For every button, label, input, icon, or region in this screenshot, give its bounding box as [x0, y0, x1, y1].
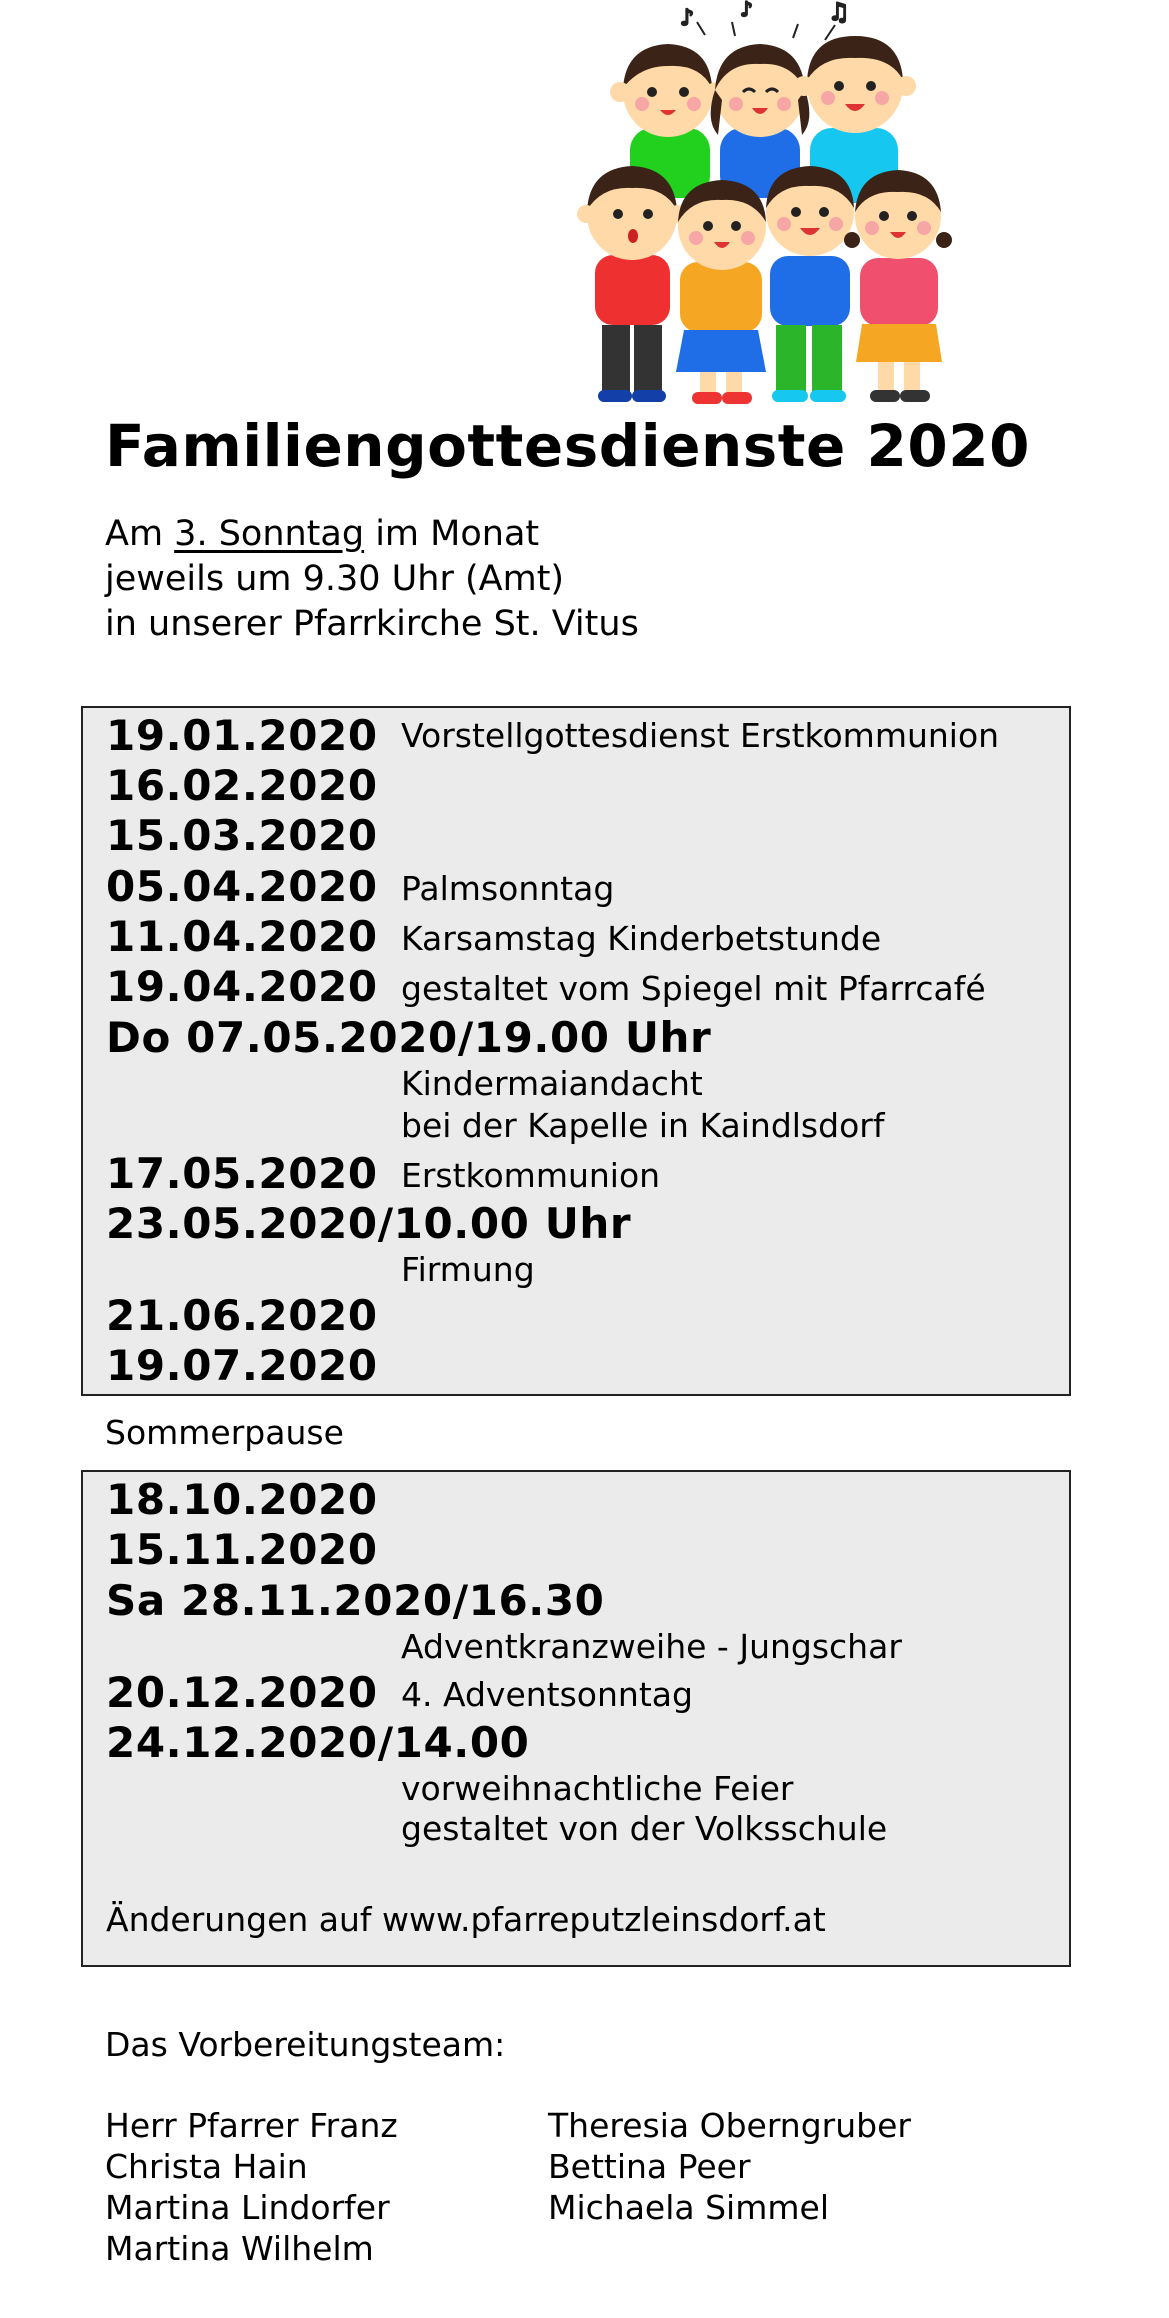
team-member: Bettina Peer [548, 2147, 751, 2186]
event-description: Vorstellgottesdienst Erstkommunion [401, 716, 1000, 755]
svg-text:♪: ♪ [740, 0, 753, 21]
event-description: Karsamstag Kinderbetstunde [401, 919, 882, 958]
schedule-row [106, 1013, 885, 1145]
summer-break-note: Sommerpause [105, 1413, 344, 1452]
schedule-row [106, 1342, 378, 1390]
schedule-row [106, 762, 378, 810]
singing-children-choir-icon [560, 0, 1000, 410]
schedule-box-second-half [81, 1470, 1071, 1967]
event-date: 23.05.2020/10.00 Uhr [106, 1199, 632, 1248]
schedule-row [106, 1668, 693, 1717]
schedule-row [106, 1292, 378, 1340]
schedule-row [106, 812, 378, 860]
intro-prefix: Am [105, 514, 175, 554]
team-member: Christa Hain [105, 2147, 308, 2186]
event-date: 19.01.2020 [106, 711, 378, 760]
event-description: Adventkranzweihe - Jungschar [401, 1627, 902, 1666]
event-date: Sa 28.11.2020/16.30 [106, 1576, 605, 1625]
event-date: 21.06.2020 [106, 1291, 378, 1340]
event-date: 24.12.2020/14.00 [106, 1718, 530, 1767]
team-column-2 [548, 2105, 911, 2228]
changes-website-note: Änderungen auf www.pfarreputzleinsdorf.at [106, 1900, 826, 1939]
team-member: Martina Wilhelm [105, 2229, 374, 2268]
schedule-box-first-half [81, 706, 1071, 1396]
schedule-row [106, 711, 1000, 760]
schedule-row [106, 1476, 378, 1524]
schedule-row [106, 862, 615, 911]
schedule-row [106, 1526, 378, 1574]
schedule-row [106, 1576, 902, 1666]
event-date: 15.03.2020 [106, 811, 378, 860]
event-description: Erstkommunion [401, 1156, 661, 1195]
schedule-row [106, 912, 882, 961]
team-column-1 [105, 2105, 398, 2269]
schedule-row [106, 1199, 632, 1289]
front-row-children [577, 166, 952, 404]
svg-text:♪: ♪ [680, 6, 695, 31]
event-description: Firmung [401, 1250, 535, 1289]
schedule-row [106, 1718, 888, 1848]
schedule-row [106, 1149, 661, 1198]
event-date: 18.10.2020 [106, 1475, 378, 1524]
svg-text:♫: ♫ [828, 0, 850, 26]
event-description: 4. Adventsonntag [401, 1675, 693, 1714]
event-date: 17.05.2020 [106, 1149, 378, 1198]
event-date: 05.04.2020 [106, 862, 378, 911]
intro-time: jeweils um 9.30 Uhr (Amt) [105, 559, 565, 599]
music-note-icon [680, 0, 850, 40]
event-date: 19.07.2020 [106, 1341, 378, 1390]
team-member: Theresia Oberngruber [548, 2106, 911, 2145]
event-description: Kindermaiandacht [401, 1064, 703, 1103]
event-description: vorweihnachtliche Feier [401, 1769, 794, 1808]
intro-text [105, 512, 639, 647]
event-description-detail: gestaltet von der Volksschule [401, 1809, 888, 1848]
event-date: Do 07.05.2020/19.00 Uhr [106, 1013, 712, 1062]
page-title: Familiengottesdienste 2020 [105, 412, 1030, 480]
event-date: 19.04.2020 [106, 962, 378, 1011]
event-date: 11.04.2020 [106, 912, 378, 961]
team-member: Michaela Simmel [548, 2188, 829, 2227]
team-member: Herr Pfarrer Franz [105, 2106, 398, 2145]
schedule-row [106, 962, 986, 1011]
event-date: 20.12.2020 [106, 1668, 378, 1717]
event-description: Palmsonntag [401, 869, 615, 908]
event-date: 15.11.2020 [106, 1525, 378, 1574]
event-description-detail: bei der Kapelle in Kaindlsdorf [401, 1106, 885, 1145]
event-date: 16.02.2020 [106, 761, 378, 810]
event-description: gestaltet vom Spiegel mit Pfarrcafé [401, 969, 986, 1008]
intro-underlined-sunday: 3. Sonntag [174, 514, 365, 554]
team-member: Martina Lindorfer [105, 2188, 390, 2227]
intro-suffix: im Monat [364, 514, 540, 554]
intro-location: in unserer Pfarrkirche St. Vitus [105, 604, 639, 644]
team-heading: Das Vorbereitungsteam: [105, 2025, 506, 2064]
